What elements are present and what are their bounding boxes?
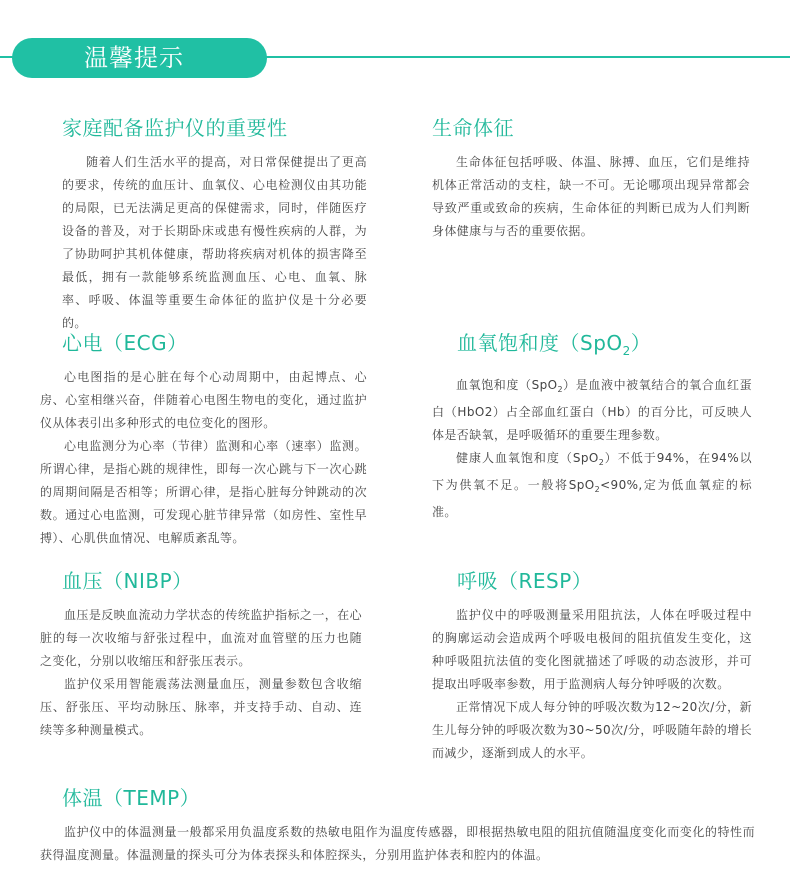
page-title: 温馨提示 [84,44,184,72]
section-paragraph: 生命体征包括呼吸、体温、脉搏、血压，它们是维持机体正常活动的支柱，缺一不可。无论哪项出现异常都会导致严重或致命的疾病，生命体征的判断已成为人们判断身体健康与与否的重要依据。 [432,155,750,238]
section-nibp [40,568,362,742]
paragraph-text: 血氧饱和度（SpO [456,378,558,392]
section-temp [40,785,755,867]
section-title: 心电（ECG） [62,331,188,355]
section-paragraph [432,374,752,447]
title-subscript: 2 [622,344,631,358]
section-paragraph: 心电图指的是心脏在每个心动周期中，由起博点、心房、心室相继兴奋，伴随着心电图生物电的变化，通过监护仪从体表引出多种形式的电位变化的图形。 [40,370,367,430]
section-paragraph: 随着人们生活水平的提高，对日常保健提出了更高的要求，传统的血压计、血氧仪、心电检测仪由其功能的局限，已无法满足更高的保健需求，同时，伴随医疗设备的普及，对于长期卧床或患有慢性疾病的人群，为了协助呵护其机体健康，帮助将疾病对机体的损害降至最低，拥有一款能够系统监测血压、心电、血氧、脉率、呼吸、体温等重要生命体征的监护仪是十分必要的。 [62,155,367,330]
section-title [457,330,752,364]
paragraph-text: <90%,定为低血氧症的标准。 [432,478,752,519]
paragraph-subscript: 2 [594,485,601,494]
title-text-end: ） [630,331,652,355]
section-ecg [40,330,367,550]
paragraph-text: 健康人血氧饱和度（SpO [456,451,599,465]
section-resp [432,568,752,765]
section-title: 体温（TEMP） [62,786,201,810]
section-paragraph: 监护仪中的呼吸测量采用阻抗法，人体在呼吸过程中的胸廓运动会造成两个呼吸电极间的阻抗值发生变化，这种呼吸阻抗法值的变化图就描述了呼吸的动态波形，并可提取出呼吸率参数，用于监测病人每分钟呼吸的次数。 [432,608,752,691]
section-paragraph [432,447,752,524]
paragraph-text: ）不低于94%，在94%以下为供氧不足。一般将SpO [432,451,752,492]
section-title: 生命体征 [432,116,514,140]
section-paragraph: 血压是反映血流动力学状态的传统监护指标之一，在心脏的每一次收缩与舒张过程中，血流对血管壁的压力也随之变化，分别以收缩压和舒张压表示。 [40,608,362,668]
section-paragraph: 监护仪采用智能震荡法测量血压，测量参数包含收缩压、舒张压、平均动脉压、脉率，并支持手动、自动、连续等多种测量模式。 [40,677,362,737]
section-home-monitor [62,115,367,335]
section-paragraph: 正常情况下成人每分钟的呼吸次数为12~20次/分，新生儿每分钟的呼吸次数为30~50次/分，呼吸随年龄的增长而减少，逐渐到成人的水平。 [432,700,752,760]
section-title: 呼吸（RESP） [457,569,593,593]
section-spo2 [432,330,752,524]
section-vital-signs [432,115,750,243]
section-paragraph: 心电监测分为心率（节律）监测和心率（速率）监测。所谓心律，是指心跳的规律性，即每一次心跳与下一次心跳的周期间隔是否相等；所谓心律，是指心脏每分钟跳动的次数。通过心电监测，可发现心脏节律异常（如房性、室性早搏）、心肌供血情况、电解质紊乱等。 [40,439,367,545]
section-paragraph: 监护仪中的体温测量一般都采用负温度系数的热敏电阻作为温度传感器，即根据热敏电阻的阻抗值随温度变化而变化的特性而获得温度测量。体温测量的探头可分为体表探头和体腔探头，分别用监护体表和腔内的体温。 [40,825,755,862]
section-title: 血压（NIBP） [62,569,193,593]
paragraph-text: ）是血液中被氧结合的氧合血红蛋白（HbO2）占全部血红蛋白（Hb）的百分比，可反映人体是否缺氧，是呼吸循环的重要生理参数。 [432,378,752,442]
title-text: 血氧饱和度（SpO [457,331,623,355]
header-banner [12,38,267,78]
paragraph-subscript: 2 [557,385,563,394]
paragraph-subscript: 2 [598,458,605,467]
section-title: 家庭配备监护仪的重要性 [62,116,288,140]
